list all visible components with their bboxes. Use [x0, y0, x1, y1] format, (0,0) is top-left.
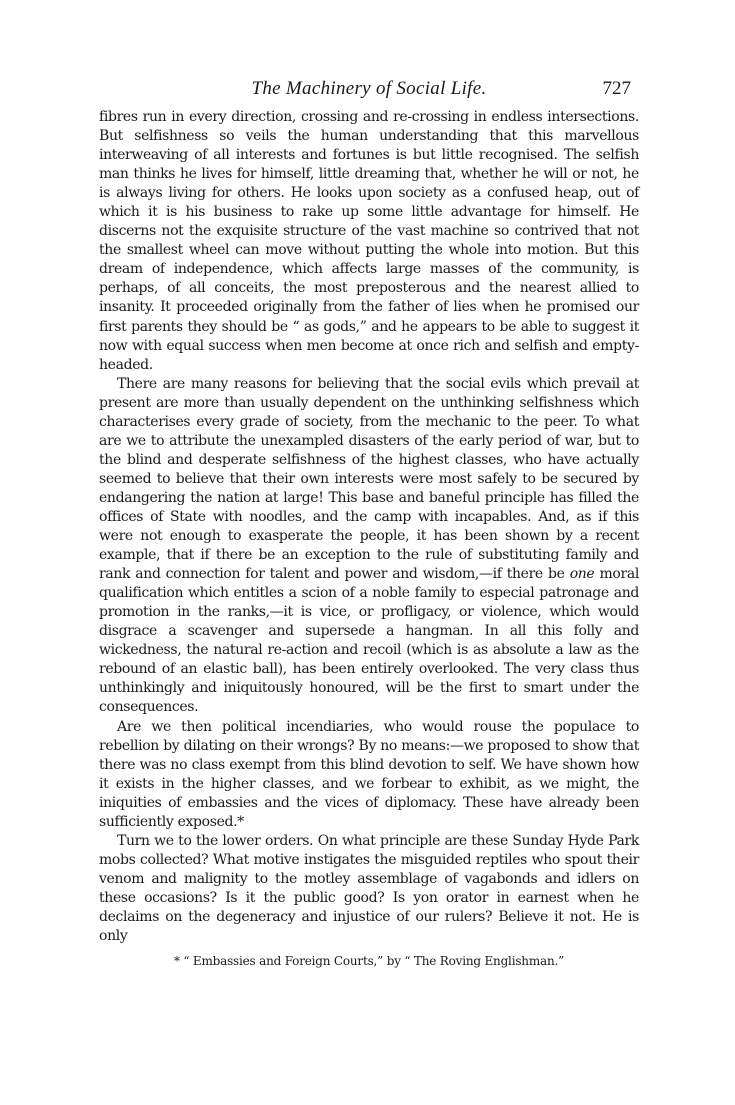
- running-title: The Machinery of Social Life.: [251, 78, 487, 99]
- paragraph-1: [99, 108, 639, 375]
- text-segment: moral qualification which entitles a scion of a noble family to especial patronage and promotion in the ranks,—it is vice, or profligacy, or violence, which would disgrace a scavenger and supersede a hangman. In all this folly and wickedness, the natural re-action and recoil (which is as absolute a law as the rebound of an elastic ball), has been entirely overlooked. The very class thus unthinkingly and iniquitously honoured, will be the first to smart under the consequences.: [99, 566, 639, 716]
- text-segment: There are many reasons for believing that the social evils which prevail at present are more than usually dependent on the unthinking selfishness which characterises every grade of society, from the mechanic to the peer. To what are we to attribute the unexampled disasters of the early period of war, but to the blind and desperate selfishness of the highest classes, who have actually seemed to believe that their own interests were most safely to be secured by endangering the nation at large! This base and baneful principle has filled the offices of State with noodles, and the camp with incapables. And, as if this were not enough to exasperate the people, it has been shown by a recent example, that if there be an exception to the rule of substituting family and rank and connection for talent and power and wisdom,—if there be: [99, 375, 639, 583]
- text-segment: Turn we to the lower orders. On what principle are these Sunday Hyde Park mobs collected? What motive instigates the misguided reptiles who spout their venom and malignity to the motley assemblage of vagabonds and idlers on these occasions? Is it the public good? Is yon orator in earnest when he declaims on the degeneracy and injustice of our rulers? Believe it not. He is only: [99, 832, 639, 945]
- running-head: [99, 78, 639, 108]
- page-number: 727: [602, 78, 631, 99]
- body-text: [99, 108, 639, 946]
- book-page: [99, 78, 639, 968]
- italic-word: one: [569, 566, 595, 583]
- text-segment: fibres run in every direction, crossing and re-crossing in endless intersections. But selfishness so veils the human understanding that this marvellous interweaving of all interests and fortunes is but little recognised. The selfish man thinks he lives for himself, little dreaming that, whether he will or not, he is always living for others. He looks upon society as a confused heap, out of which it is his business to rake up some little advantage for himself. He discerns not the exquisite structure of the vast machine so contrived that not the smallest wheel can move without putting the whole into motion. But this dream of independence, which affects large masses of the community, is perhaps, of all conceits, the most preposterous and the nearest allied to insanity. It proceeded originally from the father of lies when he promised our first parents they should be “ as gods,” and he appears to be able to suggest it now with equal success when men become at once rich and selfish and empty-headed.: [99, 109, 639, 373]
- paragraph-3: [99, 718, 639, 832]
- footnote: * “ Embassies and Foreign Courts,” by “ The Roving Englishman.”: [173, 954, 565, 969]
- paragraph-2: [99, 375, 639, 718]
- paragraph-4: [99, 832, 639, 946]
- text-segment: Are we then political incendiaries, who would rouse the populace to rebellion by dilating on their wrongs? By no means:—we proposed to show that there was no class exempt from this blind devotion to self. We have shown how it exists in the higher classes, and we forbear to exhibit, as we might, the iniquities of embassies and the vices of diplomacy. These have already been sufficiently exposed.*: [99, 718, 639, 830]
